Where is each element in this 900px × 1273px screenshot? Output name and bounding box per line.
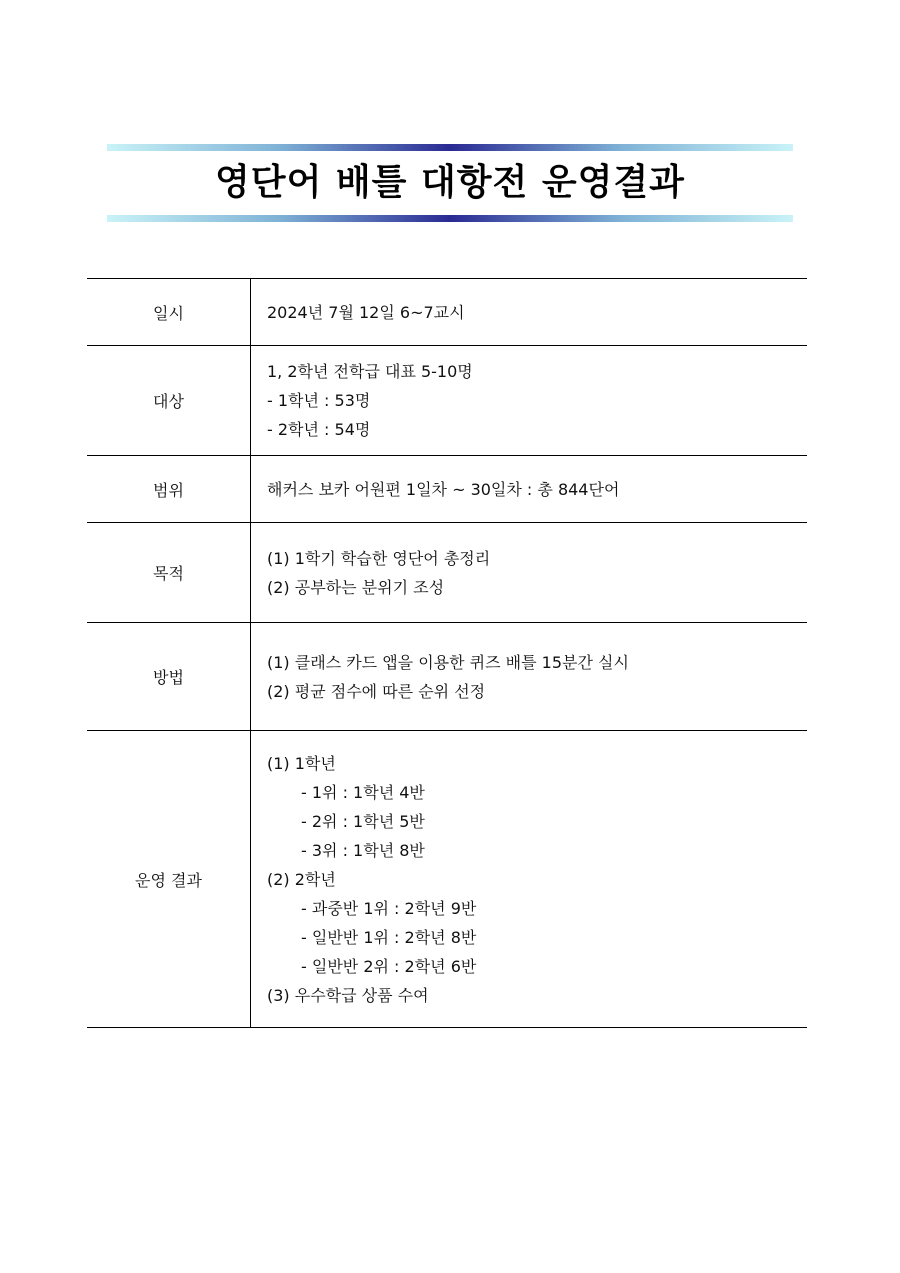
row-label: 범위 bbox=[87, 456, 251, 523]
value-subline: - 3위 : 1학년 8반 bbox=[301, 840, 425, 860]
row-label: 일시 bbox=[87, 279, 251, 346]
row-value bbox=[251, 456, 808, 523]
value-subline: - 일반반 1위 : 2학년 8반 bbox=[301, 927, 477, 947]
row-value bbox=[251, 623, 808, 731]
value-line: 2024년 7월 12일 6~7교시 bbox=[267, 302, 465, 322]
row-label: 방법 bbox=[87, 623, 251, 731]
value-line: (3) 우수학급 상품 수여 bbox=[267, 985, 429, 1005]
row-value bbox=[251, 279, 808, 346]
value-line: (1) 1학기 학습한 영단어 총정리 bbox=[267, 548, 491, 568]
value-line: (2) 2학년 bbox=[267, 869, 336, 889]
row-value bbox=[251, 523, 808, 623]
value-subline: - 일반반 2위 : 2학년 6반 bbox=[301, 956, 477, 976]
row-value bbox=[251, 346, 808, 456]
value-subline: - 1위 : 1학년 4반 bbox=[301, 782, 425, 802]
value-subline: - 과중반 1위 : 2학년 9반 bbox=[301, 898, 477, 918]
value-line: (2) 평균 점수에 따른 순위 선정 bbox=[267, 681, 486, 701]
table-row-date bbox=[87, 279, 807, 346]
value-line: - 1학년 : 53명 bbox=[267, 391, 371, 410]
result-table bbox=[87, 278, 807, 1028]
row-label: 운영 결과 bbox=[87, 731, 251, 1028]
table-row-target bbox=[87, 346, 807, 456]
title-bottom-gradient-bar bbox=[107, 215, 793, 222]
table-row-purpose bbox=[87, 523, 807, 623]
value-line: (1) 클래스 카드 앱을 이용한 퀴즈 배틀 15분간 실시 bbox=[267, 652, 629, 672]
title-top-gradient-bar bbox=[107, 144, 793, 151]
table-row-method bbox=[87, 623, 807, 731]
row-label: 목적 bbox=[87, 523, 251, 623]
table-row-result bbox=[87, 731, 807, 1028]
value-line: (2) 공부하는 분위기 조성 bbox=[267, 577, 445, 597]
value-line: - 2학년 : 54명 bbox=[267, 420, 371, 439]
table-row-scope bbox=[87, 456, 807, 523]
value-line: 1, 2학년 전학급 대표 5-10명 bbox=[267, 362, 473, 381]
row-label: 대상 bbox=[87, 346, 251, 456]
title-block bbox=[107, 144, 793, 222]
document-title: 영단어 배틀 대항전 운영결과 bbox=[215, 162, 685, 203]
value-line: (1) 1학년 bbox=[267, 753, 336, 773]
value-subline: - 2위 : 1학년 5반 bbox=[301, 811, 425, 831]
row-value bbox=[251, 731, 808, 1028]
value-line: 해커스 보카 어원편 1일차 ~ 30일차 : 총 844단어 bbox=[267, 479, 620, 499]
